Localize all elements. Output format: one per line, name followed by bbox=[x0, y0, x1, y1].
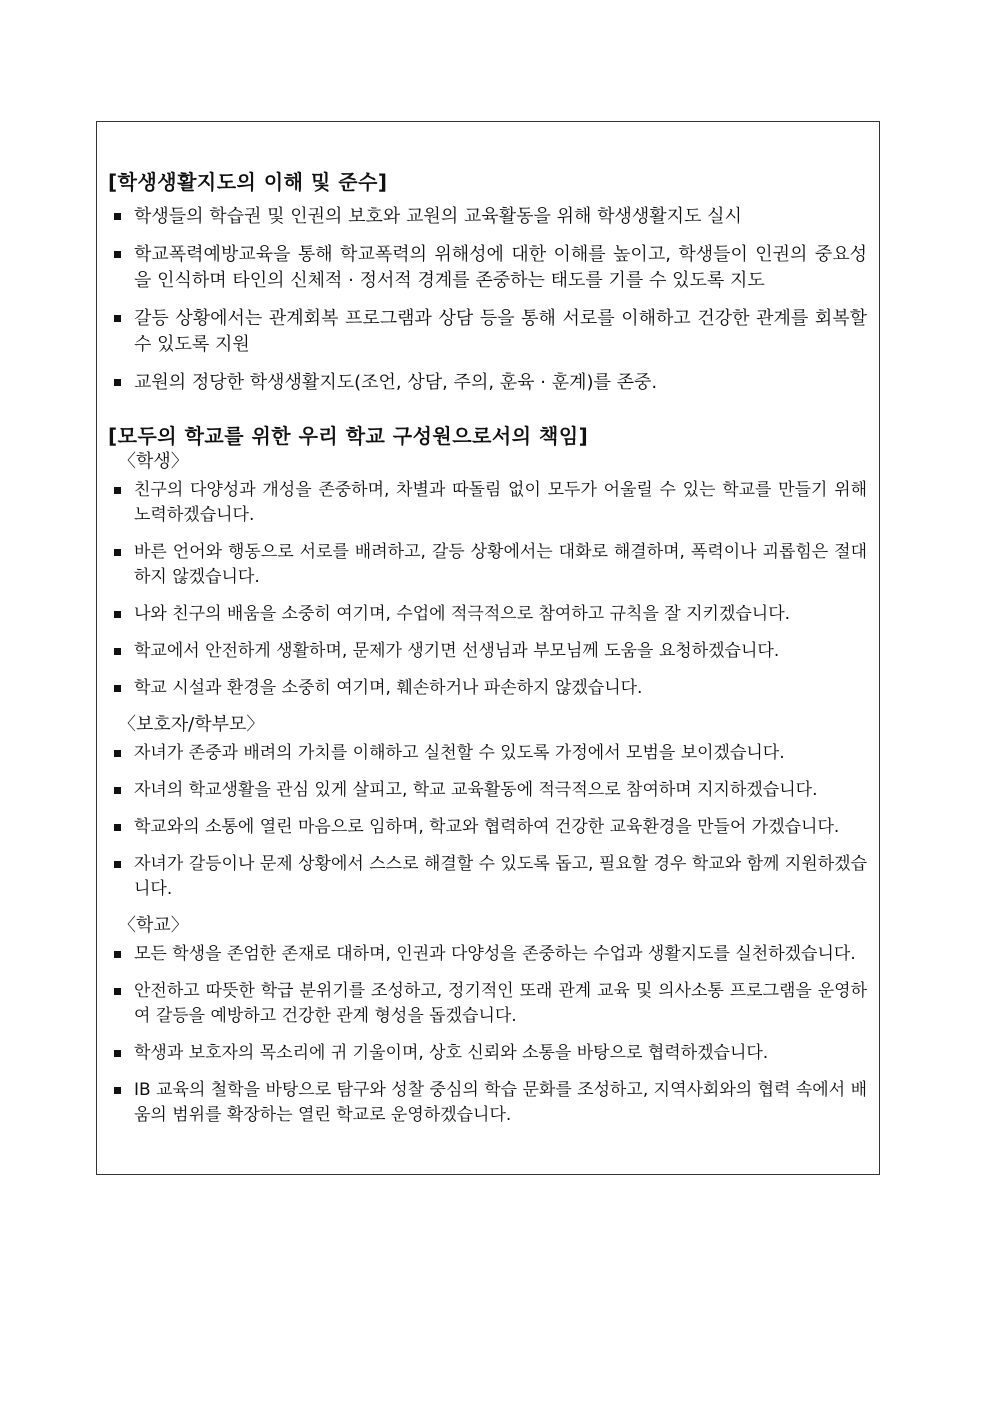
square-bullet-icon bbox=[114, 988, 121, 995]
list-item: 친구의 다양성과 개성을 존중하며, 차별과 따돌림 없이 모두가 어울릴 수 있는 학교를 만들기 위해 노력하겠습니다. bbox=[108, 478, 867, 528]
square-bullet-icon bbox=[114, 379, 121, 386]
square-bullet-icon bbox=[114, 685, 121, 692]
group-label-school: 〈학교〉 bbox=[118, 915, 189, 936]
list-item: 자녀가 존중과 배려의 가치를 이해하고 실천할 수 있도록 가정에서 모범을 보이겠습니다. bbox=[108, 741, 867, 766]
square-bullet-icon bbox=[114, 824, 121, 831]
group-label-students: 〈학생〉 bbox=[118, 451, 189, 472]
list-item: 자녀가 갈등이나 문제 상황에서 스스로 해결할 수 있도록 돕고, 필요할 경우 학교와 함께 지원하겠습니다. bbox=[108, 852, 867, 902]
square-bullet-icon bbox=[114, 315, 121, 322]
section-heading-responsibility: [모두의 학교를 위한 우리 학교 구성원으로서의 책임] bbox=[108, 424, 589, 448]
square-bullet-icon bbox=[114, 861, 121, 868]
square-bullet-icon bbox=[114, 750, 121, 757]
document-box bbox=[96, 121, 880, 1175]
guidance-list bbox=[108, 204, 867, 396]
students-list bbox=[108, 478, 867, 701]
square-bullet-icon bbox=[114, 648, 121, 655]
square-bullet-icon bbox=[114, 611, 121, 618]
document-content bbox=[108, 168, 867, 1140]
group-label-guardians: 〈보호자/학부모〉 bbox=[118, 714, 265, 735]
list-item: 학교폭력예방교육을 통해 학교폭력의 위해성에 대한 이해를 높이고, 학생들이 인권의 중요성을 인식하며 타인의 신체적 · 정서적 경계를 존중하는 태도를 기를 수 있도록 지도 bbox=[108, 242, 867, 294]
list-item: 나와 친구의 배움을 소중히 여기며, 수업에 적극적으로 참여하고 규칙을 잘 지키겠습니다. bbox=[108, 602, 867, 627]
square-bullet-icon bbox=[114, 251, 121, 258]
list-item: 모든 학생을 존엄한 존재로 대하며, 인권과 다양성을 존중하는 수업과 생활지도를 실천하겠습니다. bbox=[108, 942, 867, 967]
square-bullet-icon bbox=[114, 213, 121, 220]
list-item: 바른 언어와 행동으로 서로를 배려하고, 갈등 상황에서는 대화로 해결하며, 폭력이나 괴롭힘은 절대 하지 않겠습니다. bbox=[108, 540, 867, 590]
list-item: 교원의 정당한 학생생활지도(조언, 상담, 주의, 훈육 · 훈계)를 존중. bbox=[108, 370, 867, 396]
list-item: 자녀의 학교생활을 관심 있게 살피고, 학교 교육활동에 적극적으로 참여하며 지지하겠습니다. bbox=[108, 778, 867, 803]
square-bullet-icon bbox=[114, 1087, 121, 1094]
square-bullet-icon bbox=[114, 1050, 121, 1057]
school-list bbox=[108, 942, 867, 1128]
list-item: 학생과 보호자의 목소리에 귀 기울이며, 상호 신뢰와 소통을 바탕으로 협력하겠습니다. bbox=[108, 1041, 867, 1066]
section-heading-guidance: [학생생활지도의 이해 및 준수] bbox=[108, 170, 388, 194]
list-item: 학교와의 소통에 열린 마음으로 임하며, 학교와 협력하여 건강한 교육환경을 만들어 가겠습니다. bbox=[108, 815, 867, 840]
list-item: 안전하고 따뜻한 학급 분위기를 조성하고, 정기적인 또래 관계 교육 및 의사소통 프로그램을 운영하여 갈등을 예방하고 건강한 관계 형성을 돕겠습니다. bbox=[108, 979, 867, 1029]
square-bullet-icon bbox=[114, 787, 121, 794]
square-bullet-icon bbox=[114, 487, 121, 494]
guardians-list bbox=[108, 741, 867, 902]
list-item: 학교에서 안전하게 생활하며, 문제가 생기면 선생님과 부모님께 도움을 요청하겠습니다. bbox=[108, 639, 867, 664]
square-bullet-icon bbox=[114, 549, 121, 556]
list-item: 학교 시설과 환경을 소중히 여기며, 훼손하거나 파손하지 않겠습니다. bbox=[108, 676, 867, 701]
list-item: IB 교육의 철학을 바탕으로 탐구와 성찰 중심의 학습 문화를 조성하고, 지역사회와의 협력 속에서 배움의 범위를 확장하는 열린 학교로 운영하겠습니다. bbox=[108, 1078, 867, 1128]
square-bullet-icon bbox=[114, 951, 121, 958]
list-item: 학생들의 학습권 및 인권의 보호와 교원의 교육활동을 위해 학생생활지도 실시 bbox=[108, 204, 867, 230]
list-item: 갈등 상황에서는 관계회복 프로그램과 상담 등을 통해 서로를 이해하고 건강한 관계를 회복할 수 있도록 지원 bbox=[108, 306, 867, 358]
